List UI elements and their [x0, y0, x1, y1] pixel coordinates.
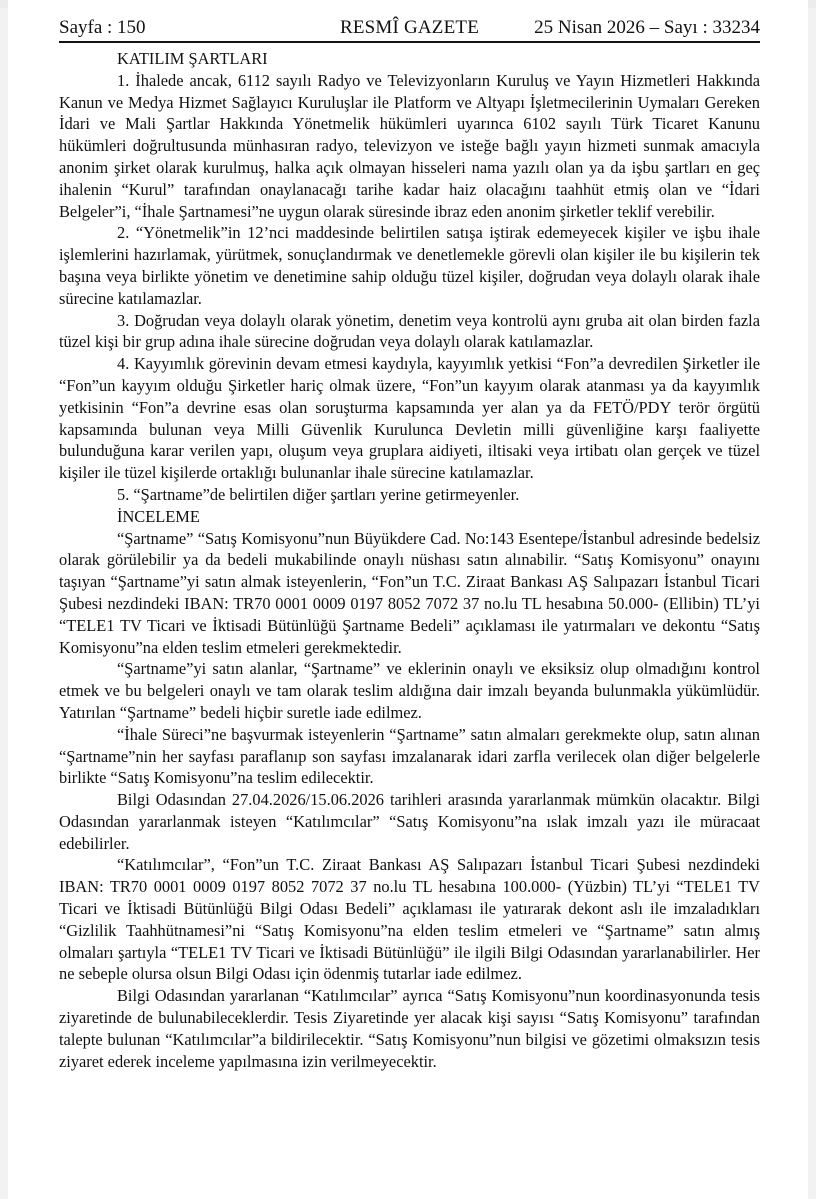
page-header	[59, 15, 760, 43]
inceleme-paragraph: Bilgi Odasından yararlanan “Katılımcılar” ayrıca “Satış Komisyonu”nun koordinasyonunda tesis ziyaretinde de bulunabileceklerdir. Tesis Ziyaretinde yer alacak kişi sayısı “Satış Komisyonu” tarafından talepte bulunan “Katılımcılar”a bildirilecektir. “Satış Komisyonu”nun bilgisi ve gözetimi olmaksızın tesis ziyaret ederek inceleme yapılmasına izin verilmeyecektir.	[59, 986, 760, 1071]
section-heading-inceleme: İNCELEME	[117, 506, 200, 526]
katilim-item-5: 5. “Şartname”de belirtilen diğer şartları yerine getirmeyenler.	[117, 484, 520, 504]
inceleme-paragraph: Bilgi Odasından 27.04.2026/15.06.2026 tarihleri arasında yararlanmak mümkün olacaktır. Bilgi Odasından yararlanmak isteyen “Katılımcılar” “Satış Komisyonu”na ıslak imzalı yazı ile müracaat edebilirler.	[59, 790, 760, 853]
gazette-title: RESMÎ GAZETE	[339, 17, 480, 38]
page-number: Sayfa : 150	[59, 17, 146, 38]
katilim-item-2: 2. “Yönetmelik”in 12’nci maddesinde belirtilen satışa iştirak edemeyecek kişiler ve işbu ihale işlemlerini hazırlamak, yürütmek, sonuçlandırmak ve denetlemekle görevli olan kişiler ile bu kişilerin tek başına veya birlikte yönetim ve denetimine sahip olduğu tüzel kişiler, doğrudan veya dolaylı olarak ihale sürecine katılamazlar.	[59, 223, 760, 308]
document-body	[59, 48, 760, 1072]
inceleme-paragraph: “Şartname” “Satış Komisyonu”nun Büyükdere Cad. No:143 Esentepe/İstanbul adresinde bedelsiz olarak görülebilir ya da bedeli mukabilinde onaylı nüshası satın alınabilir. “Satış Komisyonu” onayını taşıyan “Şartname”yi satın almak isteyenlerin, “Fon”un T.C. Ziraat Bankası AŞ Salıpazarı İstanbul Ticari Şubesi nezdindeki IBAN: TR70 0001 0009 0197 8052 7072 37 no.lu TL hesabına 50.000- (Ellibin) TL’yi “TELE1 TV Ticari ve İktisadi Bütünlüğü Şartname Bedeli” açıklaması ile yatırmaları ve dekontu “Satış Komisyonu”na elden teslim etmeleri gerekmektedir.	[59, 528, 760, 657]
katilim-item-4: 4. Kayyımlık görevinin devam etmesi kaydıyla, kayyımlık yetkisi “Fon”a devredilen Şirketler ile “Fon”un kayyım olduğu Şirketler hariç olmak üzere, “Fon”un kayyım olarak atanması ya da kayyımlık yetkisinin “Fon”a devrine esas olan soruşturma kapsamında yer alan ya da FETÖ/PDY terör örgütü kapsamında bulunan veya Milli Güvenlik Kurulunca Devletin milli güvenliğine karşı faaliyette bulunduğuna karar verilen yapı, oluşum veya gruplara aidiyeti, iltisaki veya irtibatı olan gerçek ve tüzel kişiler ile tüzel kişilerde ortaklığı bulunanlar ihale sürecine katılamazlar.	[59, 354, 760, 483]
katilim-item-3: 3. Doğrudan veya dolaylı olarak yönetim, denetim veya kontrolü aynı gruba ait olan birden fazla tüzel kişi bir grup adına ihale sürecine doğrudan veya dolaylı olarak katılamazlar.	[59, 310, 760, 352]
katilim-item-1: 1. İhalede ancak, 6112 sayılı Radyo ve Televizyonların Kuruluş ve Yayın Hizmetleri Hakkında Kanun ve Medya Hizmet Sağlayıcı Kuruluşlar ile Platform ve Altyapı İşletmecilerinin Uymaları Gereken İdari ve Mali Şartlar Hakkında Yönetmelik hükümleri uyarınca 6102 sayılı Türk Ticaret Kanunu hükümleri doğrultusunda münhasıran radyo, televizyon ve isteğe bağlı yayın hizmeti sunmak amacıyla anonim şirket olarak kurulmuş, halka açık olmayan hisseleri nama yazılı olan ya da işbu şartları en geç ihalenin “Kurul” tarafından onaylanacağı tarihe kadar haiz olacağını taahhüt etmiş olan ve “İdari Belgeler”i, “İhale Şartnamesi”ne uygun olarak süresinde ibraz eden anonim şirketler teklif verebilir.	[59, 70, 760, 221]
inceleme-paragraph: “Katılımcılar”, “Fon”un T.C. Ziraat Bankası AŞ Salıpazarı İstanbul Ticari Şubesi nezdindeki IBAN: TR70 0001 0009 0197 8052 7072 37 no.lu TL hesabına 100.000- (Yüzbin) TL’yi “TELE1 TV Ticari ve İktisadi Bütünlüğü Bilgi Odası Bedeli” açıklaması ile yatırarak dekont aslı ile imzaladıkları “Gizlilik Taahhütnamesi”ni “Satış Komisyonu”na elden teslim etmeleri ve “Şartname” satın almış olmaları şartıyla “TELE1 TV Ticari ve İktisadi Bütünlüğü” ile ilgili Bilgi Odasından yararlanabilirler. Her ne sebeple olursa olsun Bilgi Odası için ödenmiş tutarlar iade edilmez.	[59, 855, 760, 984]
inceleme-paragraph: “İhale Süreci”ne başvurmak isteyenlerin “Şartname” satın almaları gerekmekte olup, satın alınan “Şartname”nin her sayfası paraflanıp son sayfası imzalanarak idari zarfla verilecek olan diğer belgelerle birlikte “Satış Komisyonu”na teslim edilecektir.	[59, 724, 760, 788]
issue-date: 25 Nisan 2026 – Sayı : 33234	[534, 17, 760, 38]
section-heading-katilim: KATILIM ŞARTLARI	[117, 49, 268, 68]
inceleme-paragraph: “Şartname”yi satın alanlar, “Şartname” ve eklerinin onaylı ve eksiksiz olup olmadığını kontrol etmek ve bu belgeleri onaylı ve tam olarak teslim aldığına dair imzalı beyanda bulunmakla yükümlüdür. Yatırılan “Şartname” bedeli hiçbir suretle iade edilmez.	[59, 659, 760, 722]
